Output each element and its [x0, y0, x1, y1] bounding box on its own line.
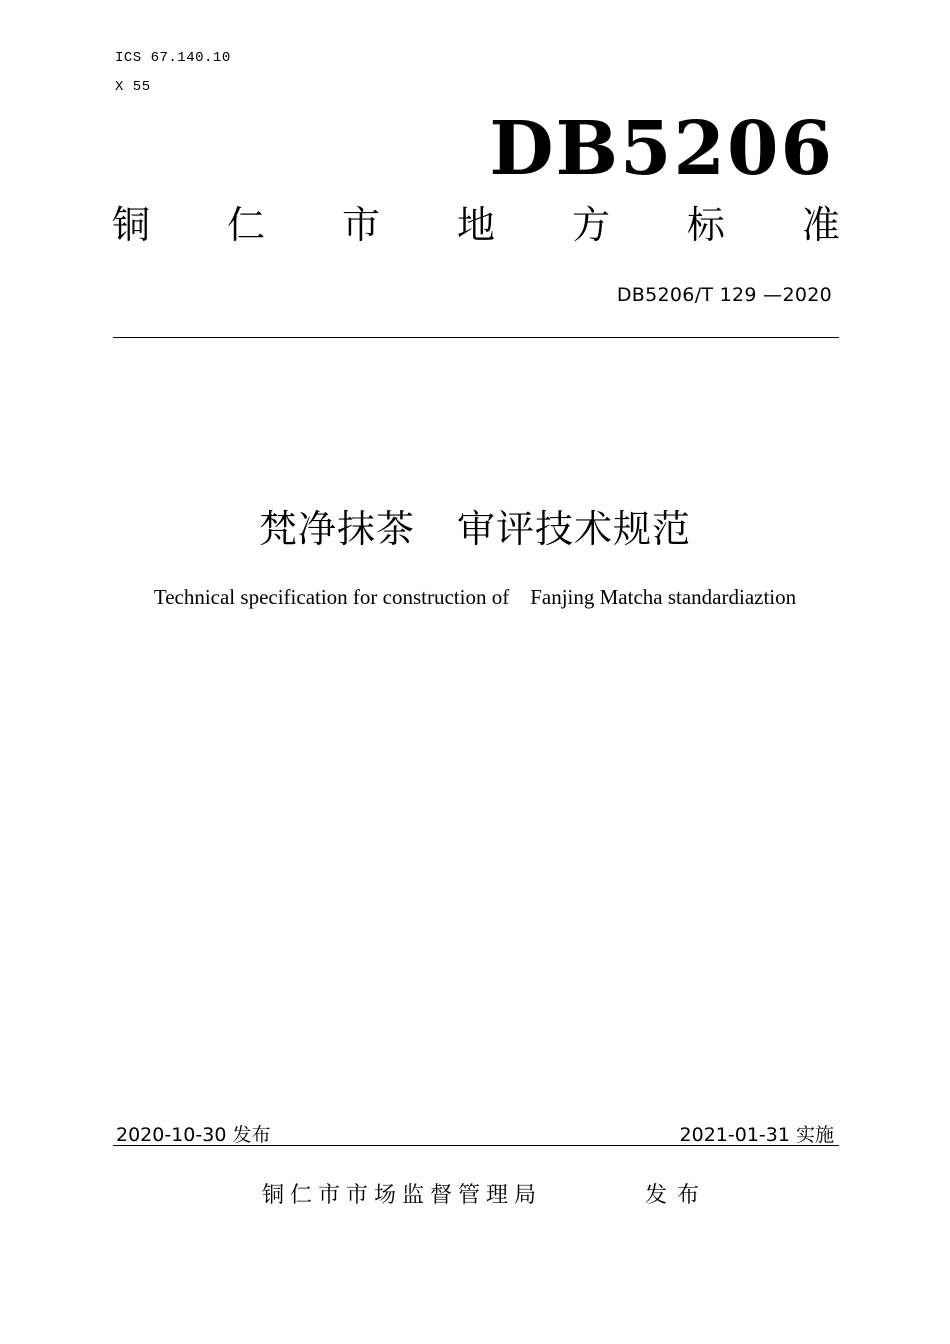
standard-code-logo: DB5206	[489, 106, 834, 192]
standard-type-char: 地	[456, 203, 495, 247]
standard-type-char: 市	[341, 203, 380, 247]
standard-type-char: 铜	[112, 203, 151, 247]
document-title-en: Technical specification for construction of Fanjing Matcha standardiaztion	[153, 585, 797, 609]
classification-code: X 55	[115, 79, 151, 95]
issued-label: 发布	[645, 1183, 710, 1208]
publish-date: 2020-10-30 发布	[116, 1124, 271, 1146]
effective-date: 2021-01-31 实施	[679, 1124, 834, 1146]
document-title-cn	[0, 507, 950, 551]
standard-type-char: 仁	[226, 203, 265, 247]
footer-divider	[113, 1145, 839, 1146]
standard-number: DB5206/T 129 —2020	[616, 284, 832, 306]
issuing-authority: 铜仁市市场监督管理局	[262, 1183, 543, 1208]
standard-type-char: 方	[571, 203, 610, 247]
standard-type-char: 准	[801, 203, 840, 247]
ics-code: ICS 67.140.10	[115, 50, 231, 66]
title-cn-part2: 审评技术规范	[457, 507, 692, 551]
standard-type	[112, 203, 840, 247]
standard-type-char: 标	[686, 203, 725, 247]
title-cn-part1: 梵净抹茶	[258, 507, 415, 551]
header-divider	[113, 337, 839, 338]
